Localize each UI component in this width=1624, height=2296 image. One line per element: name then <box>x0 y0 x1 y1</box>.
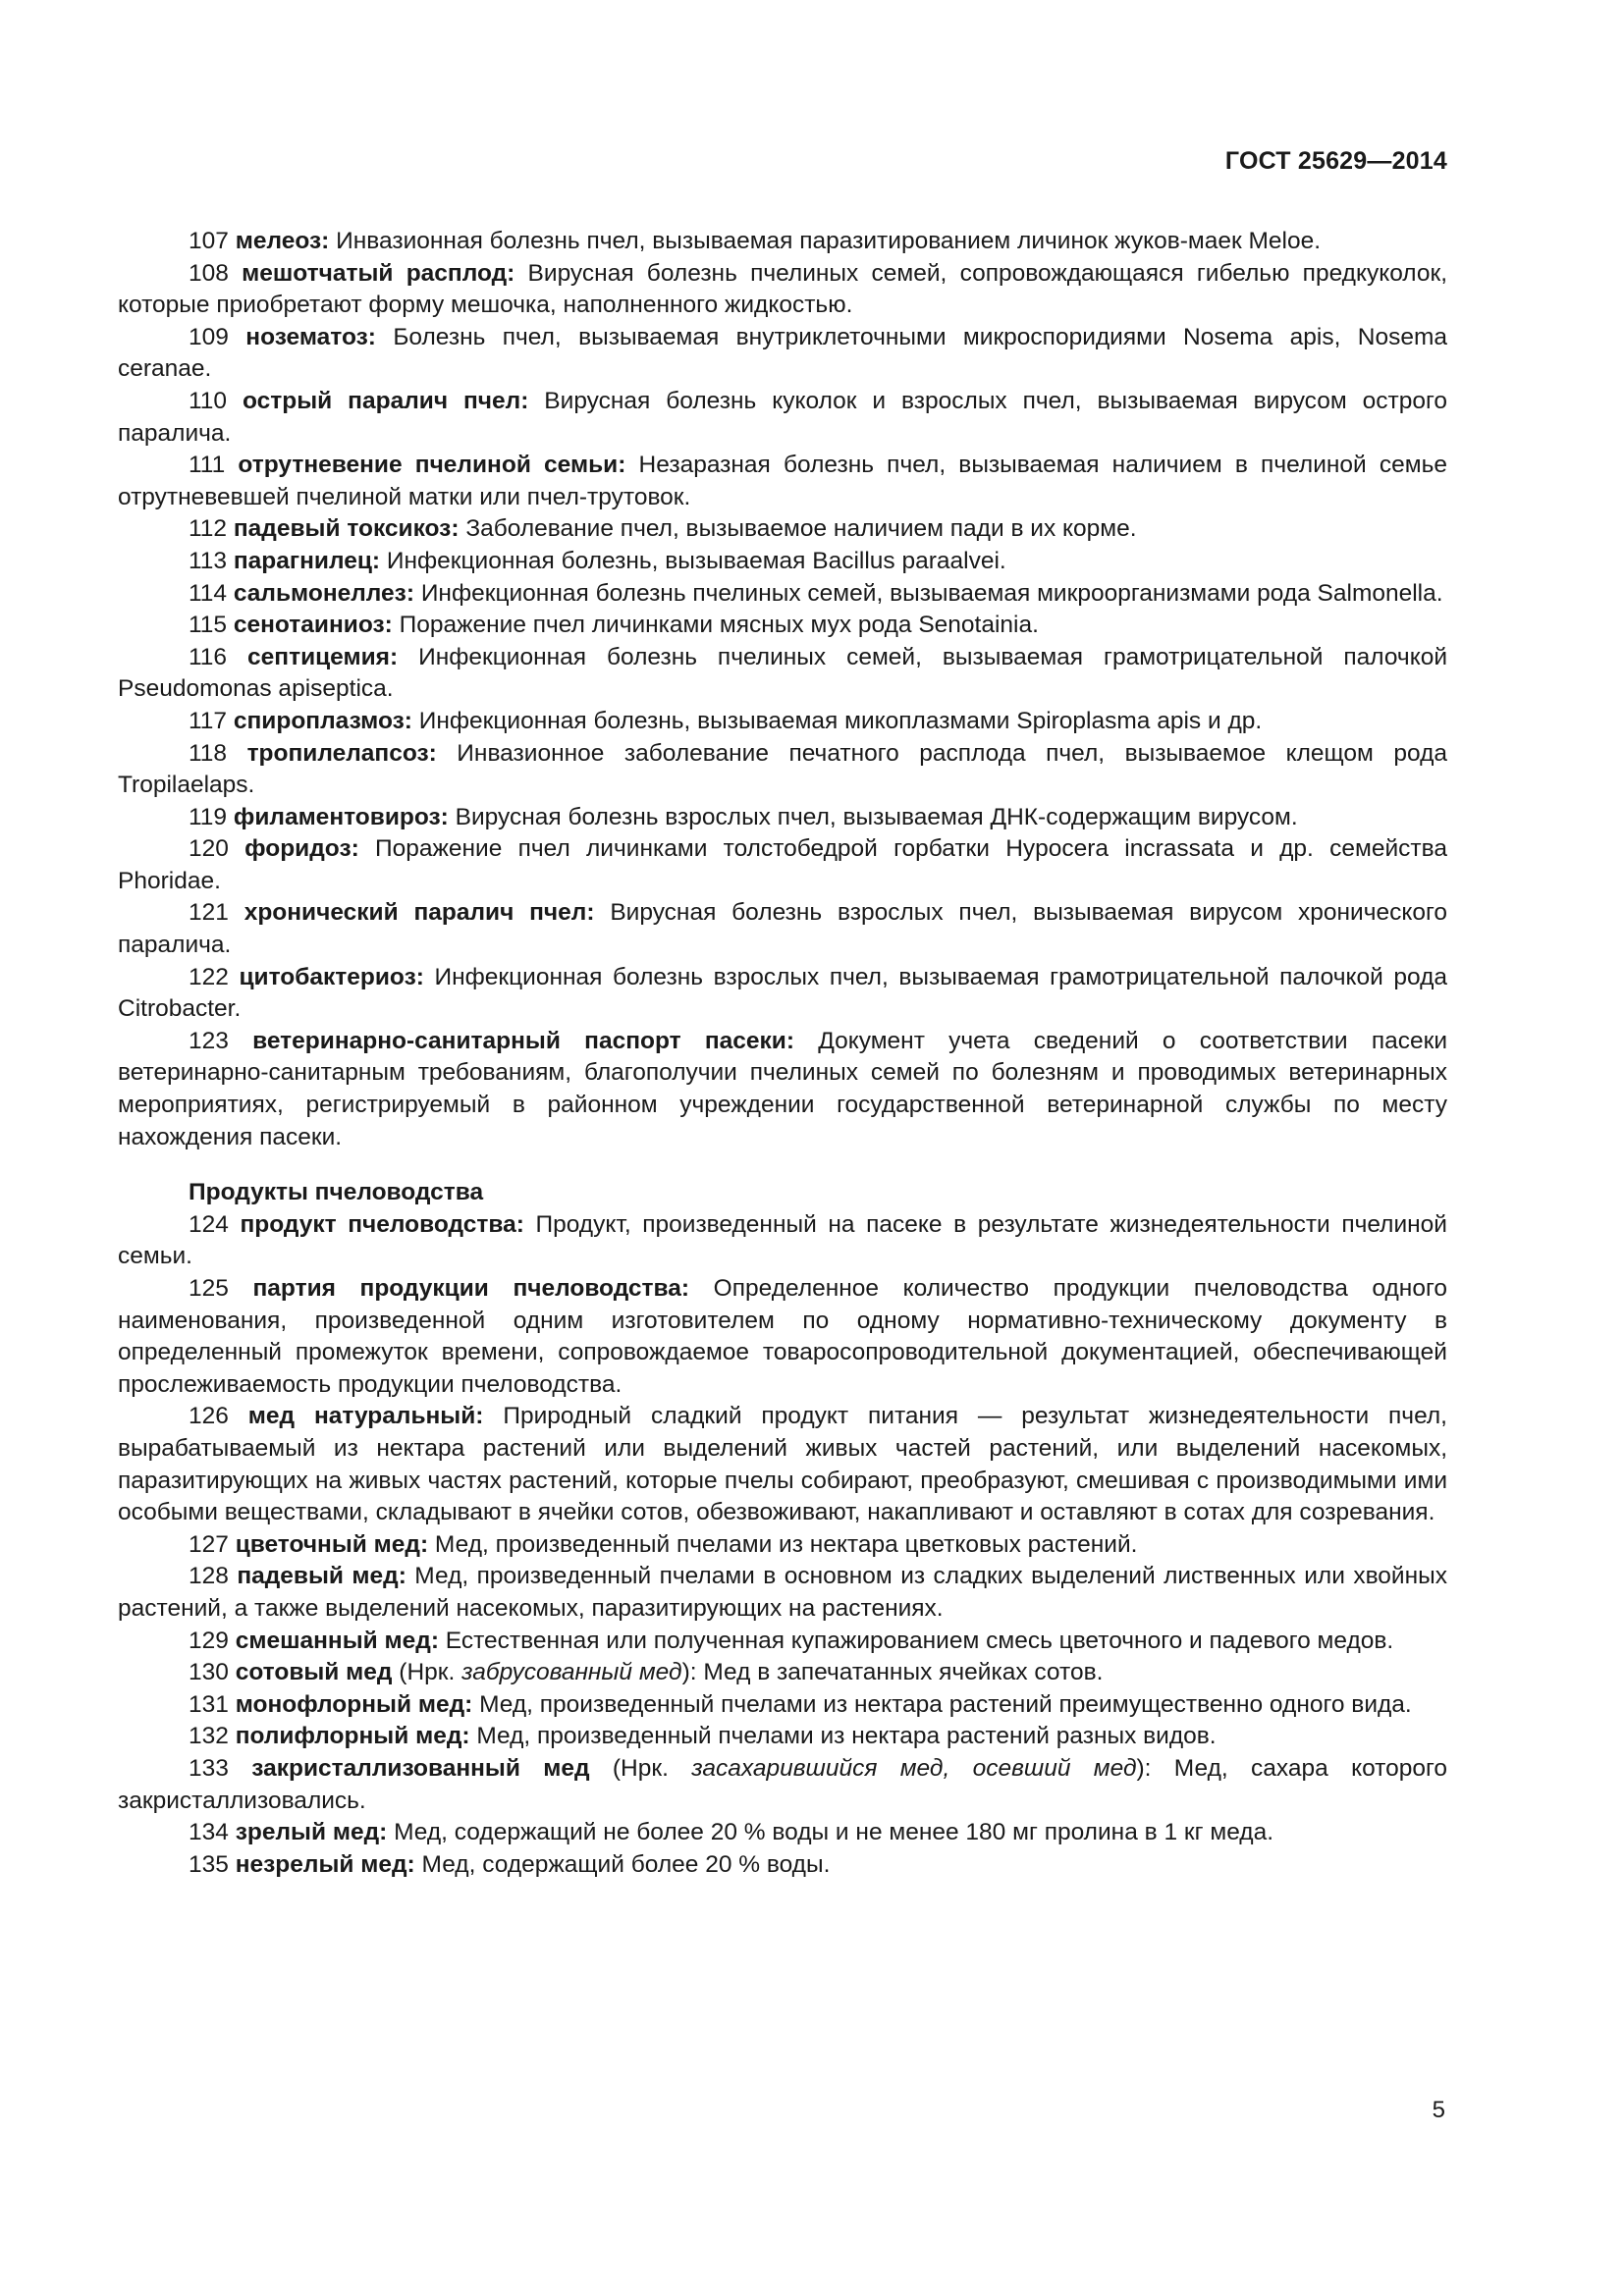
term-entry <box>118 1529 1447 1562</box>
term-entry <box>118 1273 1447 1401</box>
entry-number: 107 <box>189 228 229 254</box>
term-entry <box>118 962 1447 1026</box>
term-entry <box>118 833 1447 897</box>
entry-number: 132 <box>189 1723 229 1750</box>
entry-term: смешанный мед: <box>235 1627 439 1654</box>
term-entry <box>118 546 1447 578</box>
term-entry <box>118 738 1447 802</box>
entry-term: сальмонеллез: <box>233 579 415 607</box>
entry-number: 131 <box>189 1690 229 1718</box>
entry-definition: Инфекционная болезнь, вызываемая микоплазмами Spiroplasma apis и др. <box>411 707 1263 734</box>
entry-definition: Вирусная болезнь взрослых пчел, вызываемая вирусом хронического паралича. <box>118 899 1448 959</box>
entry-term: зрелый мед: <box>235 1819 388 1846</box>
entry-number: 109 <box>189 323 229 350</box>
entry-number: 121 <box>189 899 229 927</box>
term-entry <box>118 1721 1447 1753</box>
entry-term: продукт пчеловодства: <box>240 1210 524 1238</box>
entry-term: партия продукции пчеловодства: <box>252 1275 690 1302</box>
entry-definition: Естественная или полученная купажированием смесь цветочного и падевого медов. <box>438 1627 1394 1654</box>
entry-term: мелеоз: <box>235 228 330 254</box>
entry-number: 134 <box>189 1819 229 1846</box>
entry-definition: Мед в запечатанных ячейках сотов. <box>696 1659 1104 1686</box>
term-entry <box>118 897 1447 961</box>
entry-definition: Поражение пчел личинками мясных мух рода Senotainia. <box>392 612 1039 639</box>
entry-note-suffix: ): <box>1136 1754 1152 1782</box>
entry-number: 108 <box>189 259 229 287</box>
entry-note-prefix: (Нрк. <box>589 1754 692 1782</box>
entry-number: 116 <box>189 643 228 670</box>
entry-definition: Инфекционная болезнь пчелиных семей, вызываемая грамотрицательной палочкой Pseudomonas apiseptica. <box>118 643 1447 703</box>
entry-definition: Вирусная болезнь взрослых пчел, вызываемая ДНК-содержащим вирусом. <box>448 803 1298 830</box>
term-entry <box>118 1626 1447 1658</box>
entry-term: монофлорный мед: <box>235 1690 473 1718</box>
term-entry <box>118 322 1447 386</box>
entry-number: 112 <box>189 515 228 543</box>
document-header: ГОСТ 25629—2014 <box>1224 147 1447 175</box>
entry-number: 114 <box>189 579 228 607</box>
entry-definition: Определенное количество продукции пчеловодства одного наименования, произведенной одним изготовителем по одному нормативно-техническому документу в определенный промежуток времени, сопровождаемое товаросопроводительной документацией, обеспечивающей прослеживаемость продукции пчеловодства. <box>118 1275 1447 1398</box>
entry-term: сотовый мед <box>235 1659 393 1686</box>
entry-term: филаментовироз: <box>233 803 449 830</box>
entry-number: 127 <box>189 1530 229 1558</box>
entry-term: отрутневение пчелиной семьи: <box>238 452 626 479</box>
entry-definition: Инфекционная болезнь, вызываемая Bacillus paraalvei. <box>380 547 1006 574</box>
entry-number: 124 <box>189 1210 229 1238</box>
entry-number: 117 <box>189 707 228 734</box>
entry-term: цветочный мед: <box>235 1530 429 1558</box>
entry-definition: Вирусная болезнь куколок и взрослых пчел, вызываемая вирусом острого паралича. <box>118 387 1447 447</box>
entry-number: 125 <box>189 1275 229 1302</box>
entry-definition: Вирусная болезнь пчелиных семей, сопровождающаяся гибелью предкуколок, которые приобретают форму мешочка, наполненного жидкостью. <box>118 259 1447 319</box>
entry-note-italic: засахарившийся мед, осевший мед <box>691 1754 1137 1782</box>
entry-term: мешотчатый расплод: <box>242 259 515 287</box>
entry-definition: Незаразная болезнь пчел, вызываемая наличием в пчелиной семье отрутневевшей пчелиной матки или пчел-трутовок. <box>118 452 1448 510</box>
entry-number: 115 <box>189 612 228 639</box>
entry-definition: Мед, произведенный пчелами в основном из сладких выделений лиственных или хвойных растений, а также выделений насекомых, паразитирующих на растениях. <box>118 1563 1448 1622</box>
term-entry <box>118 1657 1447 1689</box>
entry-term: форидоз: <box>244 835 359 863</box>
entry-definition: Мед, содержащий более 20 % воды. <box>414 1850 831 1878</box>
entry-note-suffix: ): <box>681 1659 697 1686</box>
entry-number: 120 <box>189 835 229 863</box>
term-entry <box>118 1849 1447 1882</box>
entry-definition: Мед, произведенный пчелами из нектара растений преимущественно одного вида. <box>472 1690 1412 1718</box>
term-entry <box>118 258 1447 322</box>
term-entry <box>118 386 1447 450</box>
entry-term: мед натуральный: <box>247 1403 484 1430</box>
entry-number: 113 <box>189 547 228 574</box>
entry-term: сенотаиниоз: <box>233 612 393 639</box>
term-entry <box>118 1817 1447 1849</box>
entry-number: 135 <box>189 1850 229 1878</box>
entry-definition: Мед, содержащий не более 20 % воды и не менее 180 мг пролина в 1 кг меда. <box>387 1819 1274 1846</box>
entry-term: острый паралич пчел: <box>243 387 529 414</box>
entry-term: спироплазмоз: <box>233 707 412 734</box>
term-entry <box>118 450 1447 513</box>
entry-number: 129 <box>189 1627 229 1654</box>
entry-term: септицемия: <box>247 643 399 670</box>
term-entry <box>118 1026 1447 1153</box>
entry-number: 123 <box>189 1027 229 1054</box>
entry-number: 122 <box>189 963 229 990</box>
entry-term: незрелый мед: <box>235 1850 415 1878</box>
entry-term: тропилелапсоз: <box>246 739 437 767</box>
entry-definition: Инфекционная болезнь пчелиных семей, вызываемая микроорганизмами рода Salmonella. <box>414 579 1443 607</box>
entry-definition: Мед, произведенный пчелами из нектара растений разных видов. <box>469 1723 1217 1750</box>
entries-list-b <box>118 1209 1447 1881</box>
term-entry <box>118 1561 1447 1625</box>
entry-definition: Мед, сахара которого закристаллизовались. <box>118 1754 1448 1814</box>
entry-number: 126 <box>189 1403 229 1430</box>
entry-number: 111 <box>189 452 226 479</box>
entry-term: цитобактериоз: <box>239 963 424 990</box>
entry-note-prefix: (Нрк. <box>392 1659 462 1686</box>
section-title: Продукты пчеловодства <box>189 1179 484 1206</box>
page-number: 5 <box>1432 2097 1445 2123</box>
term-entry <box>118 1209 1447 1273</box>
entry-definition: Мед, произведенный пчелами из нектара цветковых растений. <box>428 1530 1138 1558</box>
entry-term: падевый токсикоз: <box>233 515 460 543</box>
term-entry <box>118 706 1447 738</box>
entry-term: закристаллизованный мед <box>251 1754 590 1782</box>
entry-definition: Инвазионное заболевание печатного расплода пчел, вызываемое клещом рода Tropilaelaps. <box>118 739 1448 799</box>
entry-number: 118 <box>189 739 228 767</box>
entry-term: парагнилец: <box>233 547 381 574</box>
entries-list-a <box>118 226 1447 1153</box>
term-entry <box>118 226 1447 258</box>
entry-definition: Продукт, произведенный на пасеке в результате жизнедеятельности пчелиной семьи. <box>118 1210 1447 1270</box>
entry-definition: Болезнь пчел, вызываемая внутриклеточными микроспоридиями Nosema apis, Nosema ceranae. <box>118 323 1447 383</box>
entry-term: хронический паралич пчел: <box>244 899 595 927</box>
term-entry <box>118 1753 1447 1817</box>
entry-number: 110 <box>189 387 228 414</box>
entry-definition: Природный сладкий продукт питания — результат жизнедеятельности пчел, вырабатываемый из нектара растений или выделений живых частей растений, или выделений насекомых, паразитирующих на живых частях растений, которые пчелы собирают, преобразуют, смешивая с производимыми ими особыми веществами, складывают в ячейки сотов, обезвоживают, накапливают и оставляют в сотах для созревания. <box>118 1403 1447 1526</box>
term-entry <box>118 1689 1447 1722</box>
term-entry <box>118 1401 1447 1528</box>
term-entry <box>118 642 1447 706</box>
entry-term: падевый мед: <box>237 1563 406 1590</box>
entry-number: 119 <box>189 803 228 830</box>
entry-term: полифлорный мед: <box>235 1723 470 1750</box>
entry-number: 133 <box>189 1754 229 1782</box>
entry-definition: Заболевание пчел, вызываемое наличием пади в их корме. <box>459 515 1137 543</box>
entry-definition: Поражение пчел личинками толстобедрой горбатки Hypocera incrassata и др. семейства Phoridae. <box>118 835 1447 894</box>
entry-term: нозематоз: <box>245 323 376 350</box>
document-body <box>118 226 1447 1881</box>
entry-definition: Инвазионная болезнь пчел, вызываемая паразитированием личинок жуков-маек Meloe. <box>329 228 1322 254</box>
entry-number: 130 <box>189 1659 229 1686</box>
entry-definition: Документ учета сведений о соответствии пасеки ветеринарно-санитарным требованиям, благополучии пчелиных семей по болезням и проводимых ветеринарных мероприятиях, регистрируемый в районном учреждении государственной ветеринарной службы по месту нахождения пасеки. <box>118 1027 1447 1150</box>
term-entry <box>118 513 1447 546</box>
entry-number: 128 <box>189 1563 229 1590</box>
term-entry <box>118 578 1447 611</box>
term-entry <box>118 802 1447 834</box>
entry-term: ветеринарно-санитарный паспорт пасеки: <box>252 1027 794 1054</box>
entry-note-italic: забрусованный мед <box>461 1659 682 1686</box>
term-entry <box>118 610 1447 642</box>
entry-definition: Инфекционная болезнь взрослых пчел, вызываемая грамотрицательной палочкой рода Citrobacter. <box>118 963 1447 1023</box>
